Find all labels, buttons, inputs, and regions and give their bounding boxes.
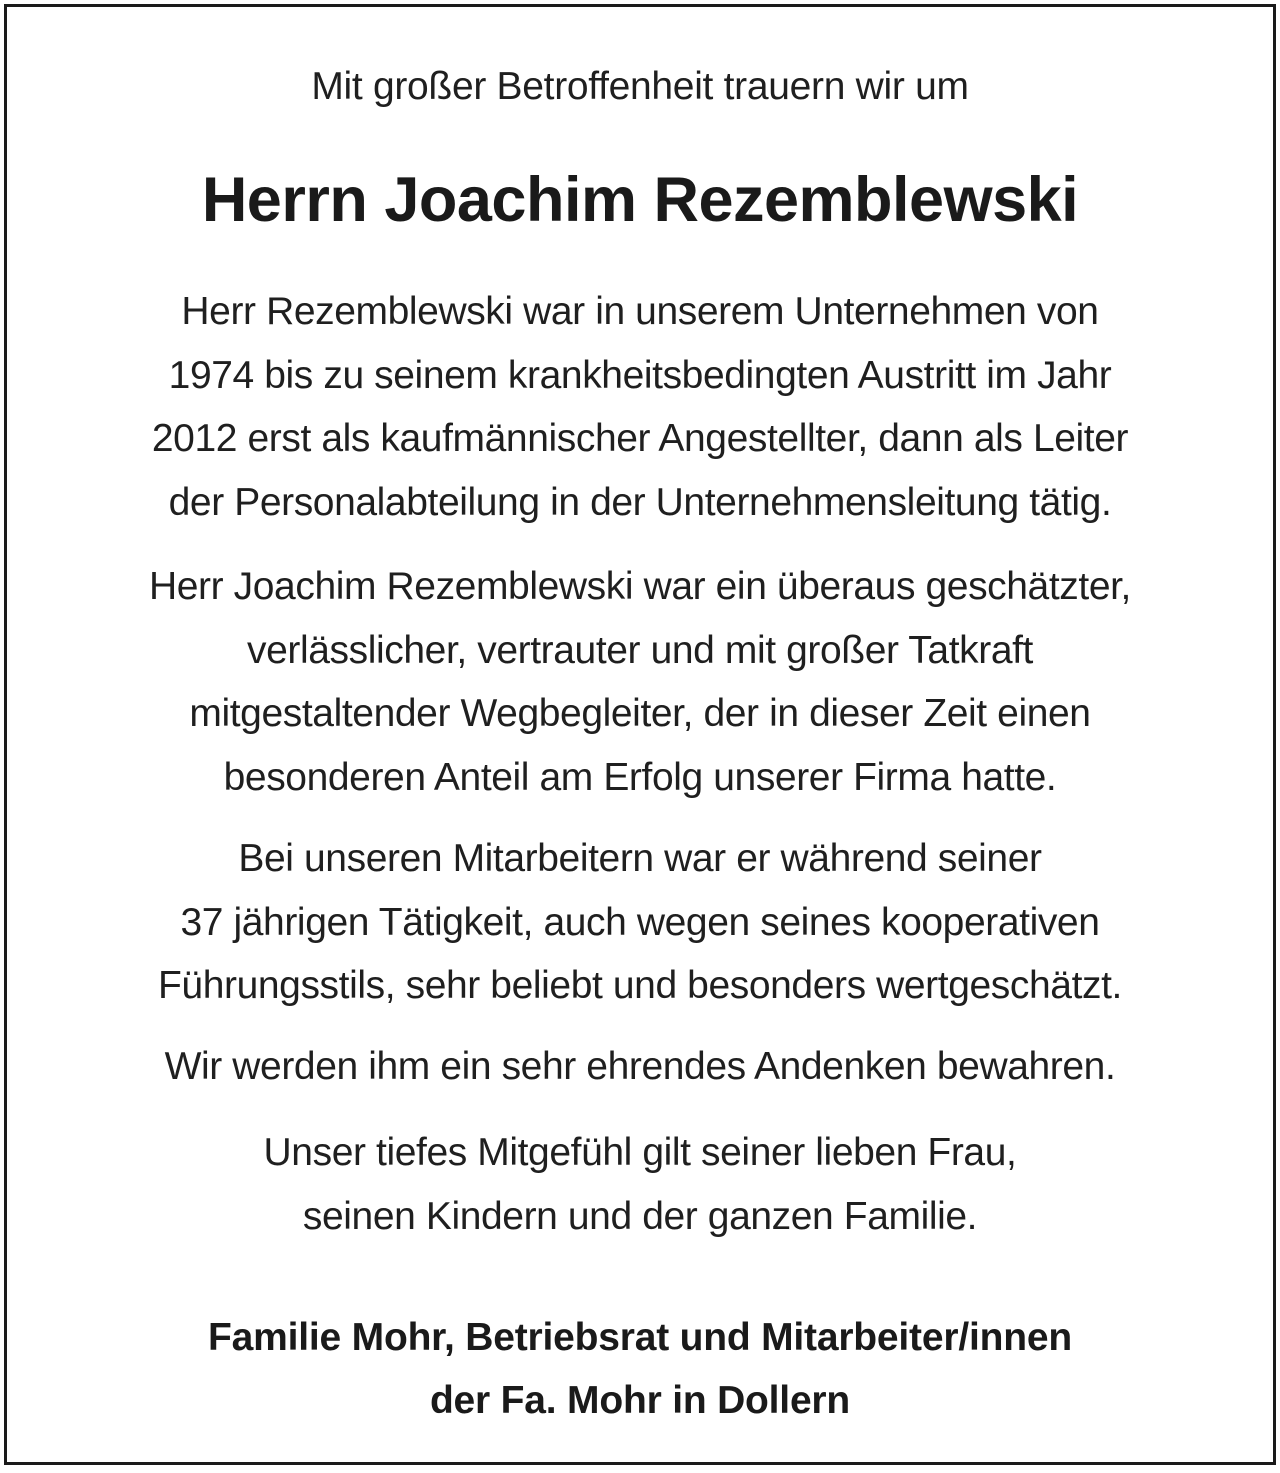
signature: [7, 1306, 1273, 1432]
text-line: seinen Kindern und der ganzen Familie.: [302, 1194, 978, 1238]
text-line: der Personalabteilung in der Unternehmensleitung tätig.: [168, 480, 1112, 524]
intro-line: Mit großer Betroffenheit trauern wir um: [311, 65, 969, 108]
text-line: verlässlicher, vertrauter und mit großer Tatkraft: [247, 628, 1033, 672]
text-line: Herr Rezemblewski war in unserem Unternehmen von: [181, 290, 1099, 333]
text-line: Unser tiefes Mitgefühl gilt seiner lieben Frau,: [263, 1131, 1017, 1174]
text-line: 37 jährigen Tätigkeit, auch wegen seines kooperativen: [180, 900, 1100, 944]
text-line: besonderen Anteil am Erfolg unserer Firma hatte.: [223, 755, 1057, 799]
text-line: Bei unseren Mitarbeitern war er während seiner: [238, 837, 1042, 880]
paragraph-appreciation: [37, 555, 1243, 809]
text-line: mitgestaltender Wegbegleiter, der in dieser Zeit einen: [189, 692, 1091, 735]
obituary-notice: [4, 4, 1276, 1465]
paragraph-career: [37, 280, 1243, 534]
paragraph-employees: [37, 827, 1243, 1018]
signature-line: der Fa. Mohr in Dollern: [429, 1379, 851, 1422]
paragraph-condolences: [37, 1121, 1243, 1248]
text-line: Wir werden ihm ein sehr ehrendes Andenken bewahren.: [164, 1045, 1116, 1088]
text-line: 1974 bis zu seinem krankheitsbedingten Austritt im Jahr: [168, 353, 1112, 397]
text-line: Herr Joachim Rezemblewski war ein überaus geschätzter,: [149, 565, 1131, 608]
deceased-name: Herrn Joachim Rezemblewski: [201, 165, 1079, 235]
paragraph-remembrance: [37, 1035, 1243, 1099]
signature-line: Familie Mohr, Betriebsrat und Mitarbeiter/innen: [208, 1316, 1072, 1359]
text-line: 2012 erst als kaufmännischer Angestellter, dann als Leiter: [151, 417, 1129, 460]
text-line: Führungsstils, sehr beliebt und besonders wertgeschätzt.: [158, 964, 1122, 1007]
